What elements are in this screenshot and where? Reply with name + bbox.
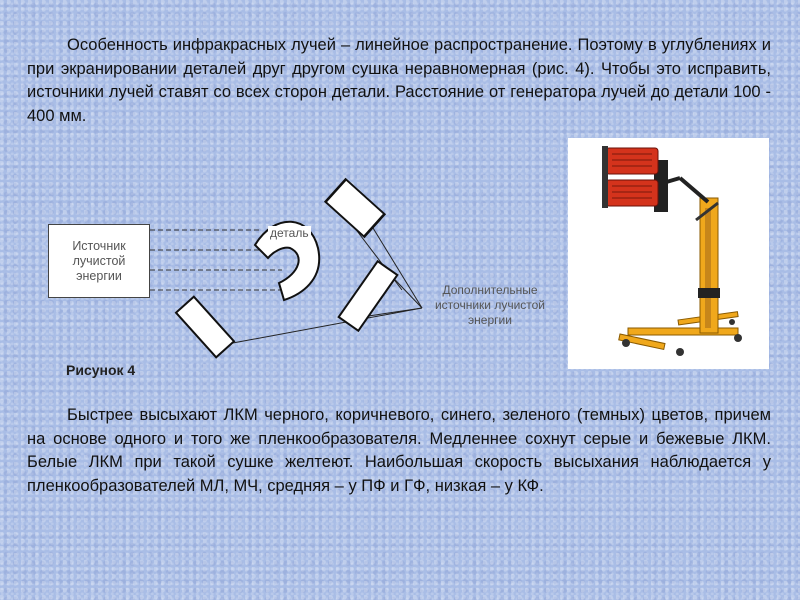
extra-source-right xyxy=(339,261,398,330)
extra-source-bottom xyxy=(176,297,234,358)
extra-source-top xyxy=(326,179,385,236)
extra-sources-label: Дополнительные источники лучистой энергии xyxy=(434,283,546,327)
intro-paragraph-text: Особенность инфракрасных лучей – линейное распространение. Поэтому в углублениях и при экранировании деталей друг другом сушка неравномерная (рис. 4). Чтобы это исправить, источники лучей ставят со всех сторон детали. Расстояние от генератора лучей до детали 100 - 400 мм. xyxy=(27,36,771,125)
extra-source-rects xyxy=(176,179,397,357)
figure-caption: Рисунок 4 xyxy=(66,362,136,378)
radiant-energy-source-box xyxy=(48,224,150,298)
drying-speed-paragraph-text: Быстрее высыхают ЛКМ черного, коричневого, синего, зеленого (темных) цветов, причем на основе одного и того же пленкообразователя. Медленнее сохнут серые и бежевые ЛКМ. Белые ЛКМ при такой сушке желтеют. Наибольшая скорость высыхания наблюдается у пленкообразователей МЛ, МЧ, средняя – у ПФ и ГФ, низкая – у КФ. xyxy=(27,406,771,495)
detail-label: деталь xyxy=(270,226,309,240)
drying-speed-paragraph xyxy=(27,404,771,498)
infrared-dryer-lamp-icon xyxy=(568,138,769,369)
source-label: Источник лучистой энергии xyxy=(72,238,126,283)
infrared-dryer-photo xyxy=(568,138,769,369)
